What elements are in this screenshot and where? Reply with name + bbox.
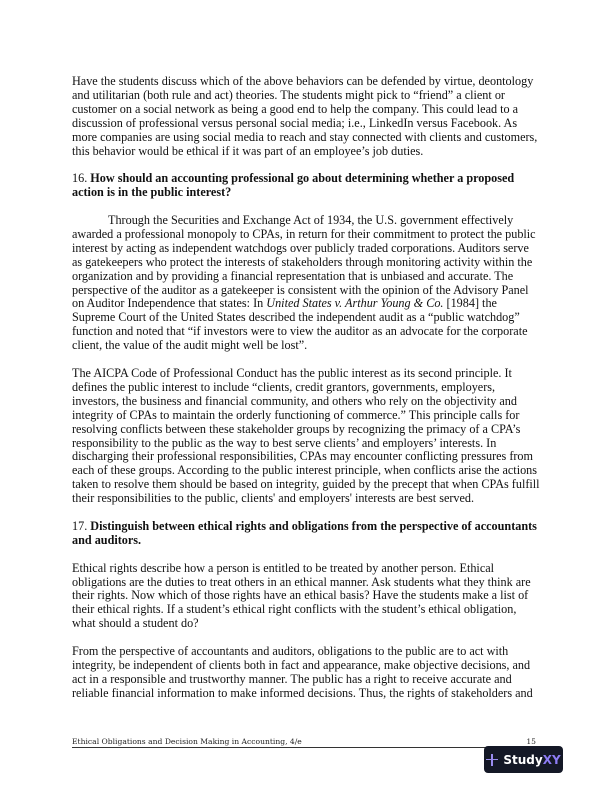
- case-citation: United States v. Arthur Young & Co.: [266, 296, 444, 311]
- question-number: 17.: [72, 518, 88, 533]
- paragraph-text: Through the Securities and Exchange Act of 1934, the U.S. government effectively awarded a professional monopoly to CPAs, in return for their commitment to protect the public interest by acting as independent watchdogs over publicly traded corporations. Auditors serve as gatekeepers who protect the interests of stakeholders through monitoring activity within the organization and by providing a financial representation that is unbiased and accurate. The perspective of the auditor as a gatekeeper is consistent with the opinion of the Advisory Panel on Auditor Independence that states: In: [72, 213, 536, 311]
- studyxy-badge[interactable]: [484, 746, 563, 773]
- answer-16-paragraph-1: [72, 214, 542, 353]
- intro-paragraph: Have the students discuss which of the above behaviors can be defended by virtue, deontology and utilitarian (both rule and act) theories. The students might pick to “friend” a client or customer on a social network as being a good end to help the company. This could lead to a discussion of professional versus personal social media; i.e., LinkedIn versus Facebook. As more companies are using social media to reach and stay connected with clients and customers, this behavior would be ethical if it was part of an employee’s job duties.: [72, 74, 538, 158]
- answer-17-paragraph-2: From the perspective of accountants and auditors, obligations to the public are to act with integrity, be independent of clients both in fact and appearance, make objective decisions, and act in a responsible and trustworthy manner. The public has a right to receive accurate and reliable financial information to make informed decisions. Thus, the rights of stakeholders and: [72, 644, 533, 700]
- question-number: 16.: [72, 171, 88, 186]
- question-16-heading: [72, 172, 542, 200]
- question-text: How should an accounting professional go about determining whether a proposed action is in the public interest?: [72, 171, 515, 200]
- page-footer: [72, 733, 542, 748]
- footer-book-title: Ethical Obligations and Decision Making in Accounting, 4/e: [72, 737, 302, 746]
- answer-16-paragraph-2: The AICPA Code of Professional Conduct has the public interest as its second principle. It defines the public interest to include “clients, credit grantors, governments, employers, investors, the business and financial community, and others who rely on the objectivity and integrity of CPAs to maintain the orderly functioning of commerce.” This principle calls for resolving conflicts between these stakeholder groups by recognizing the primacy of a CPA’s responsibility to the public as the way to best serve clients’ and employers’ interests. In discharging their professional responsibilities, CPAs may encounter conflicting pressures from each of these groups. According to the public interest principle, when conflicts arise the actions taken to resolve them should be based on integrity, guided by the precept that when CPAs fulfill their responsibilities to the public, clients' and employers' interests are best served.: [72, 365, 540, 506]
- badge-brand: [503, 753, 560, 767]
- question-text: Distinguish between ethical rights and obligations from the perspective of accountants and auditors.: [72, 518, 537, 547]
- brand-xy: XY: [542, 752, 561, 767]
- plus-icon: [486, 754, 498, 766]
- answer-17-paragraph-1: Ethical rights describe how a person is entitled to be treated by another person. Ethical obligations are the duties to treat others in an ethical manner. Ask students what they think are their rights. Now which of those rights have an ethical basis? Have the students make a list of their ethical rights. If a student’s ethical right conflicts with the student’s ethical obligation, what should a student do?: [72, 560, 531, 631]
- document-page: [72, 75, 542, 715]
- brand-study: Study: [503, 752, 543, 767]
- page-number: 15: [526, 737, 536, 746]
- paragraph-text: [1984] the Supreme Court of the United States described the independent audit as a “public watchdog” function and noted that “if investors were to view the auditor as an advocate for the corporate client, the value of the audit might well be lost”.: [72, 296, 528, 353]
- question-17-heading: [72, 520, 542, 548]
